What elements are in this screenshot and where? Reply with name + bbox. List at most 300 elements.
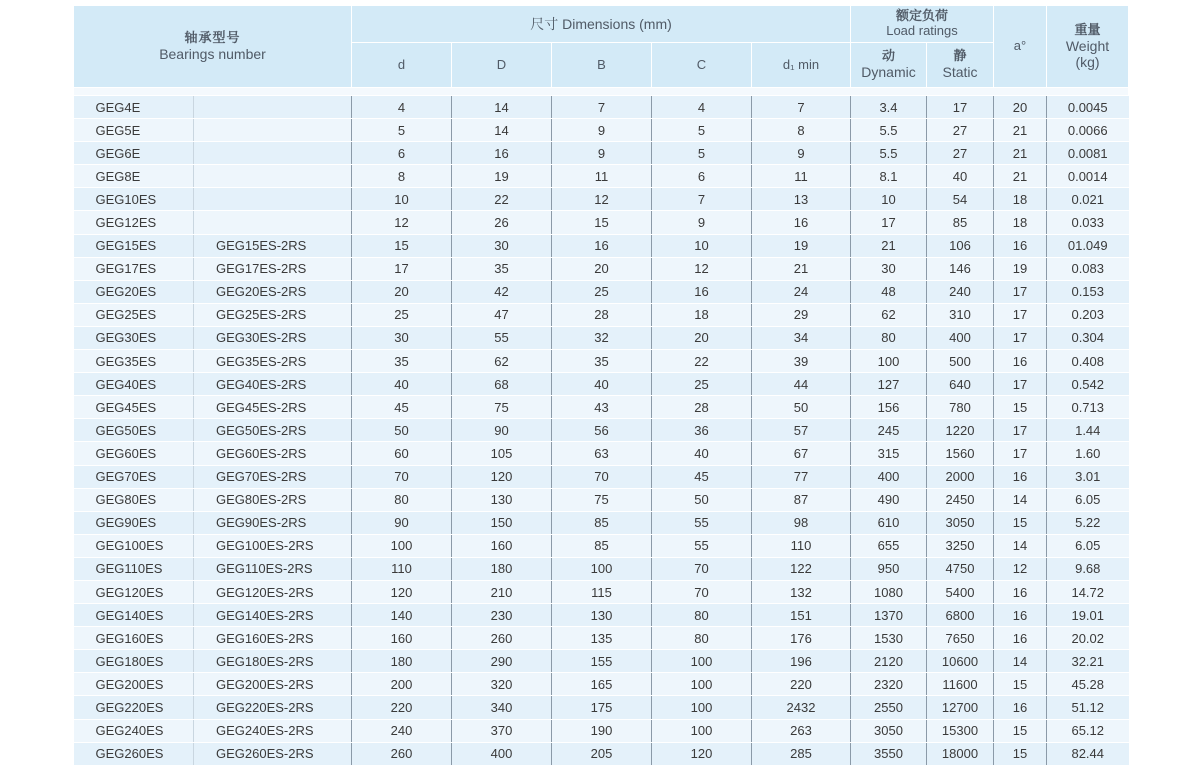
col-header-B — [552, 43, 652, 88]
cell-dynamic-load: 1370 — [851, 604, 927, 627]
col-C-label: C — [696, 56, 707, 72]
bearing-standard-number: GEG50ES — [74, 419, 194, 442]
cell-alpha: 17 — [994, 419, 1047, 442]
cell-weight: 9.68 — [1047, 557, 1129, 580]
static-label-en: Static — [942, 64, 978, 81]
bearing-standard-number: GEG240ES — [74, 719, 194, 742]
cell-weight: 5.22 — [1047, 511, 1129, 534]
cell-alpha: 17 — [994, 326, 1047, 349]
bearing-standard-number: GEG110ES — [74, 557, 194, 580]
cell-B: 175 — [552, 696, 652, 719]
cell-d: 100 — [352, 534, 452, 557]
cell-d: 5 — [352, 119, 452, 142]
cell-weight: 82.44 — [1047, 742, 1129, 765]
cell-B: 28 — [552, 303, 652, 326]
cell-D: 230 — [452, 604, 552, 627]
cell-static-load: 10600 — [927, 650, 994, 673]
table-row — [74, 419, 1129, 442]
cell-D: 62 — [452, 350, 552, 373]
col-d1min-label: d₁ min — [782, 56, 820, 72]
cell-d: 60 — [352, 442, 452, 465]
cell-dynamic-load: 30 — [851, 257, 927, 280]
bearing-spec-table-container — [73, 5, 1128, 766]
cell-weight: 45.28 — [1047, 673, 1129, 696]
cell-d: 200 — [352, 673, 452, 696]
table-row — [74, 650, 1129, 673]
bearing-sealed-number — [194, 188, 352, 211]
bearing-sealed-number: GEG70ES-2RS — [194, 465, 352, 488]
cell-d1min: 34 — [752, 326, 851, 349]
cell-C: 70 — [652, 557, 752, 580]
bearing-sealed-number: GEG100ES-2RS — [194, 534, 352, 557]
cell-dynamic-load: 1530 — [851, 627, 927, 650]
cell-d1min: 44 — [752, 373, 851, 396]
bearing-standard-number: GEG4E — [74, 96, 194, 119]
bearing-sealed-number — [194, 165, 352, 188]
table-header — [74, 6, 1129, 96]
cell-d1min: 16 — [752, 211, 851, 234]
bearing-sealed-number: GEG40ES-2RS — [194, 373, 352, 396]
cell-D: 75 — [452, 396, 552, 419]
cell-D: 30 — [452, 234, 552, 257]
cell-D: 260 — [452, 627, 552, 650]
cell-C: 36 — [652, 419, 752, 442]
cell-C: 80 — [652, 627, 752, 650]
bearing-standard-number: GEG100ES — [74, 534, 194, 557]
cell-static-load: 400 — [927, 326, 994, 349]
cell-d1min: 13 — [752, 188, 851, 211]
bearing-standard-number: GEG40ES — [74, 373, 194, 396]
bearing-standard-number: GEG8E — [74, 165, 194, 188]
bearing-sealed-number: GEG17ES-2RS — [194, 257, 352, 280]
cell-weight: 20.02 — [1047, 627, 1129, 650]
table-row — [74, 742, 1129, 765]
cell-D: 150 — [452, 511, 552, 534]
cell-D: 210 — [452, 580, 552, 603]
bearing-standard-number: GEG70ES — [74, 465, 194, 488]
cell-alpha: 17 — [994, 280, 1047, 303]
cell-B: 40 — [552, 373, 652, 396]
cell-weight: 0.542 — [1047, 373, 1129, 396]
cell-B: 85 — [552, 534, 652, 557]
cell-alpha: 16 — [994, 627, 1047, 650]
bearing-standard-number: GEG160ES — [74, 627, 194, 650]
cell-static-load: 240 — [927, 280, 994, 303]
cell-D: 68 — [452, 373, 552, 396]
bearing-sealed-number: GEG15ES-2RS — [194, 234, 352, 257]
col-d-label: d — [397, 56, 406, 72]
cell-weight: 1.44 — [1047, 419, 1129, 442]
cell-d: 45 — [352, 396, 452, 419]
bearing-sealed-number: GEG45ES-2RS — [194, 396, 352, 419]
cell-static-load: 4750 — [927, 557, 994, 580]
dimensions-header-label: 尺寸 Dimensions (mm) — [530, 15, 672, 32]
cell-C: 6 — [652, 165, 752, 188]
cell-alpha: 18 — [994, 188, 1047, 211]
cell-C: 100 — [652, 696, 752, 719]
cell-D: 35 — [452, 257, 552, 280]
cell-D: 26 — [452, 211, 552, 234]
cell-static-load: 2000 — [927, 465, 994, 488]
col-header-d1min — [752, 43, 851, 88]
static-label-zh: 静 — [953, 48, 967, 64]
alpha-header — [994, 6, 1047, 88]
cell-alpha: 14 — [994, 650, 1047, 673]
cell-d: 30 — [352, 326, 452, 349]
cell-dynamic-load: 8.1 — [851, 165, 927, 188]
cell-C: 18 — [652, 303, 752, 326]
cell-B: 165 — [552, 673, 652, 696]
bearing-standard-number: GEG260ES — [74, 742, 194, 765]
cell-weight: 0.408 — [1047, 350, 1129, 373]
cell-d1min: 77 — [752, 465, 851, 488]
cell-d: 110 — [352, 557, 452, 580]
cell-d: 15 — [352, 234, 452, 257]
cell-weight: 0.0081 — [1047, 142, 1129, 165]
cell-B: 75 — [552, 488, 652, 511]
cell-static-load: 3250 — [927, 534, 994, 557]
cell-d1min: 98 — [752, 511, 851, 534]
cell-C: 28 — [652, 396, 752, 419]
cell-C: 7 — [652, 188, 752, 211]
bearing-standard-number: GEG20ES — [74, 280, 194, 303]
bearing-standard-number: GEG25ES — [74, 303, 194, 326]
bearings-number-header — [74, 6, 352, 88]
cell-D: 320 — [452, 673, 552, 696]
bearing-standard-number: GEG30ES — [74, 326, 194, 349]
cell-static-load: 27 — [927, 119, 994, 142]
cell-dynamic-load: 156 — [851, 396, 927, 419]
bearing-standard-number: GEG35ES — [74, 350, 194, 373]
dimensions-header — [352, 6, 851, 43]
cell-alpha: 15 — [994, 673, 1047, 696]
cell-B: 190 — [552, 719, 652, 742]
cell-static-load: 12700 — [927, 696, 994, 719]
bearing-sealed-number: GEG30ES-2RS — [194, 326, 352, 349]
cell-C: 25 — [652, 373, 752, 396]
bearing-standard-number: GEG15ES — [74, 234, 194, 257]
cell-D: 290 — [452, 650, 552, 673]
cell-B: 155 — [552, 650, 652, 673]
bearing-sealed-number: GEG120ES-2RS — [194, 580, 352, 603]
bearing-sealed-number: GEG50ES-2RS — [194, 419, 352, 442]
cell-d1min: 2432 — [752, 696, 851, 719]
cell-d1min: 220 — [752, 673, 851, 696]
cell-d: 160 — [352, 627, 452, 650]
cell-B: 70 — [552, 465, 652, 488]
cell-B: 135 — [552, 627, 652, 650]
cell-static-load: 85 — [927, 211, 994, 234]
cell-dynamic-load: 2120 — [851, 650, 927, 673]
weight-header-en: Weight — [1065, 37, 1110, 54]
table-row — [74, 488, 1129, 511]
bearing-sealed-number: GEG35ES-2RS — [194, 350, 352, 373]
cell-B: 130 — [552, 604, 652, 627]
cell-alpha: 16 — [994, 350, 1047, 373]
cell-d1min: 21 — [752, 257, 851, 280]
cell-C: 80 — [652, 604, 752, 627]
cell-B: 43 — [552, 396, 652, 419]
cell-d: 6 — [352, 142, 452, 165]
table-row — [74, 627, 1129, 650]
cell-d: 35 — [352, 350, 452, 373]
cell-alpha: 14 — [994, 534, 1047, 557]
col-D-label: D — [496, 56, 507, 72]
cell-C: 100 — [652, 650, 752, 673]
table-row — [74, 211, 1129, 234]
cell-dynamic-load: 3550 — [851, 742, 927, 765]
cell-C: 16 — [652, 280, 752, 303]
cell-static-load: 40 — [927, 165, 994, 188]
bearing-standard-number: GEG80ES — [74, 488, 194, 511]
bearing-sealed-number: GEG110ES-2RS — [194, 557, 352, 580]
bearing-standard-number: GEG17ES — [74, 257, 194, 280]
cell-d1min: 9 — [752, 142, 851, 165]
cell-alpha: 19 — [994, 257, 1047, 280]
cell-B: 100 — [552, 557, 652, 580]
cell-dynamic-load: 100 — [851, 350, 927, 373]
cell-dynamic-load: 3050 — [851, 719, 927, 742]
table-row — [74, 719, 1129, 742]
col-header-d — [352, 43, 452, 88]
cell-alpha: 17 — [994, 373, 1047, 396]
table-row — [74, 442, 1129, 465]
table-row — [74, 96, 1129, 119]
cell-C: 22 — [652, 350, 752, 373]
table-row — [74, 511, 1129, 534]
table-row — [74, 373, 1129, 396]
bearing-sealed-number: GEG160ES-2RS — [194, 627, 352, 650]
table-row — [74, 580, 1129, 603]
cell-B: 63 — [552, 442, 652, 465]
cell-alpha: 16 — [994, 696, 1047, 719]
cell-d1min: 29 — [752, 303, 851, 326]
cell-alpha: 18 — [994, 211, 1047, 234]
load-header-en: Load ratings — [886, 23, 958, 38]
cell-static-load: 2450 — [927, 488, 994, 511]
col-header-static — [927, 43, 994, 88]
cell-weight: 0.021 — [1047, 188, 1129, 211]
cell-d: 4 — [352, 96, 452, 119]
table-row — [74, 142, 1129, 165]
cell-B: 9 — [552, 119, 652, 142]
cell-static-load: 780 — [927, 396, 994, 419]
cell-dynamic-load: 315 — [851, 442, 927, 465]
cell-static-load: 11600 — [927, 673, 994, 696]
cell-C: 40 — [652, 442, 752, 465]
cell-B: 35 — [552, 350, 652, 373]
cell-alpha: 16 — [994, 465, 1047, 488]
cell-dynamic-load: 127 — [851, 373, 927, 396]
cell-d: 240 — [352, 719, 452, 742]
cell-B: 12 — [552, 188, 652, 211]
cell-B: 205 — [552, 742, 652, 765]
cell-alpha: 20 — [994, 96, 1047, 119]
weight-header-unit: (kg) — [1075, 53, 1100, 70]
cell-static-load: 1560 — [927, 442, 994, 465]
bearing-standard-number: GEG5E — [74, 119, 194, 142]
cell-D: 340 — [452, 696, 552, 719]
bearing-standard-number: GEG200ES — [74, 673, 194, 696]
cell-C: 55 — [652, 511, 752, 534]
load-ratings-header — [851, 6, 994, 43]
cell-d: 260 — [352, 742, 452, 765]
weight-header — [1047, 6, 1129, 88]
cell-dynamic-load: 655 — [851, 534, 927, 557]
bearings-header-en: Bearings number — [159, 45, 266, 62]
bearings-header-zh: 轴承型号 — [184, 29, 241, 45]
cell-alpha: 17 — [994, 303, 1047, 326]
cell-alpha: 15 — [994, 719, 1047, 742]
bearing-sealed-number: GEG20ES-2RS — [194, 280, 352, 303]
cell-alpha: 21 — [994, 119, 1047, 142]
cell-D: 105 — [452, 442, 552, 465]
cell-weight: 19.01 — [1047, 604, 1129, 627]
cell-d: 140 — [352, 604, 452, 627]
cell-dynamic-load: 21 — [851, 234, 927, 257]
dynamic-label-en: Dynamic — [861, 64, 916, 81]
bearing-sealed-number: GEG90ES-2RS — [194, 511, 352, 534]
table-row — [74, 696, 1129, 719]
cell-D: 42 — [452, 280, 552, 303]
cell-dynamic-load: 62 — [851, 303, 927, 326]
cell-d1min: 132 — [752, 580, 851, 603]
cell-d1min: 8 — [752, 119, 851, 142]
cell-B: 32 — [552, 326, 652, 349]
col-header-dynamic — [851, 43, 927, 88]
bearing-sealed-number: GEG200ES-2RS — [194, 673, 352, 696]
cell-C: 9 — [652, 211, 752, 234]
cell-d: 120 — [352, 580, 452, 603]
bearing-sealed-number: GEG180ES-2RS — [194, 650, 352, 673]
cell-B: 9 — [552, 142, 652, 165]
cell-D: 400 — [452, 742, 552, 765]
cell-dynamic-load: 2550 — [851, 696, 927, 719]
table-row — [74, 396, 1129, 419]
table-row — [74, 257, 1129, 280]
cell-dynamic-load: 245 — [851, 419, 927, 442]
cell-D: 90 — [452, 419, 552, 442]
cell-alpha: 16 — [994, 604, 1047, 627]
cell-static-load: 17 — [927, 96, 994, 119]
cell-weight: 3.01 — [1047, 465, 1129, 488]
cell-d1min: 50 — [752, 396, 851, 419]
cell-C: 20 — [652, 326, 752, 349]
cell-d1min: 285 — [752, 742, 851, 765]
cell-C: 100 — [652, 719, 752, 742]
cell-C: 5 — [652, 142, 752, 165]
cell-C: 55 — [652, 534, 752, 557]
cell-B: 85 — [552, 511, 652, 534]
cell-weight: 6.05 — [1047, 488, 1129, 511]
bearing-standard-number: GEG180ES — [74, 650, 194, 673]
dynamic-label-zh: 动 — [881, 48, 895, 64]
cell-dynamic-load: 610 — [851, 511, 927, 534]
cell-weight: 01.049 — [1047, 234, 1129, 257]
table-row — [74, 119, 1129, 142]
cell-B: 115 — [552, 580, 652, 603]
bearing-sealed-number — [194, 211, 352, 234]
bearing-sealed-number — [194, 142, 352, 165]
cell-static-load: 106 — [927, 234, 994, 257]
bearing-standard-number: GEG45ES — [74, 396, 194, 419]
cell-D: 14 — [452, 119, 552, 142]
table-row — [74, 350, 1129, 373]
bearing-sealed-number — [194, 119, 352, 142]
cell-d: 50 — [352, 419, 452, 442]
bearing-spec-table — [73, 5, 1129, 766]
cell-weight: 14.72 — [1047, 580, 1129, 603]
cell-d: 180 — [352, 650, 452, 673]
bearing-standard-number: GEG10ES — [74, 188, 194, 211]
cell-D: 55 — [452, 326, 552, 349]
cell-d: 25 — [352, 303, 452, 326]
cell-weight: 51.12 — [1047, 696, 1129, 719]
table-row — [74, 303, 1129, 326]
cell-alpha: 12 — [994, 557, 1047, 580]
cell-B: 25 — [552, 280, 652, 303]
cell-dynamic-load: 48 — [851, 280, 927, 303]
cell-static-load: 146 — [927, 257, 994, 280]
cell-weight: 0.0066 — [1047, 119, 1129, 142]
bearing-standard-number: GEG6E — [74, 142, 194, 165]
cell-D: 180 — [452, 557, 552, 580]
cell-B: 7 — [552, 96, 652, 119]
cell-d: 20 — [352, 280, 452, 303]
cell-weight: 0.083 — [1047, 257, 1129, 280]
cell-dynamic-load: 80 — [851, 326, 927, 349]
table-row — [74, 234, 1129, 257]
cell-alpha: 14 — [994, 488, 1047, 511]
cell-alpha: 15 — [994, 396, 1047, 419]
cell-weight: 0.0014 — [1047, 165, 1129, 188]
load-header-zh: 额定负荷 — [895, 8, 948, 24]
cell-d1min: 11 — [752, 165, 851, 188]
cell-static-load: 1220 — [927, 419, 994, 442]
cell-weight: 0.713 — [1047, 396, 1129, 419]
cell-dynamic-load: 400 — [851, 465, 927, 488]
cell-d1min: 110 — [752, 534, 851, 557]
cell-B: 56 — [552, 419, 652, 442]
cell-D: 16 — [452, 142, 552, 165]
cell-D: 370 — [452, 719, 552, 742]
cell-static-load: 640 — [927, 373, 994, 396]
bearing-sealed-number: GEG140ES-2RS — [194, 604, 352, 627]
cell-weight: 0.153 — [1047, 280, 1129, 303]
cell-D: 160 — [452, 534, 552, 557]
col-header-C — [652, 43, 752, 88]
cell-C: 70 — [652, 580, 752, 603]
table-row — [74, 165, 1129, 188]
cell-D: 22 — [452, 188, 552, 211]
cell-dynamic-load: 5.5 — [851, 119, 927, 142]
cell-d1min: 7 — [752, 96, 851, 119]
cell-d1min: 87 — [752, 488, 851, 511]
cell-d1min: 19 — [752, 234, 851, 257]
cell-dynamic-load: 490 — [851, 488, 927, 511]
cell-static-load: 500 — [927, 350, 994, 373]
table-row — [74, 604, 1129, 627]
cell-alpha: 21 — [994, 142, 1047, 165]
cell-dynamic-load: 5.5 — [851, 142, 927, 165]
alpha-header-label: a° — [1013, 38, 1027, 54]
cell-B: 16 — [552, 234, 652, 257]
table-row — [74, 534, 1129, 557]
bearing-sealed-number: GEG260ES-2RS — [194, 742, 352, 765]
cell-C: 45 — [652, 465, 752, 488]
table-row — [74, 280, 1129, 303]
cell-static-load: 5400 — [927, 580, 994, 603]
